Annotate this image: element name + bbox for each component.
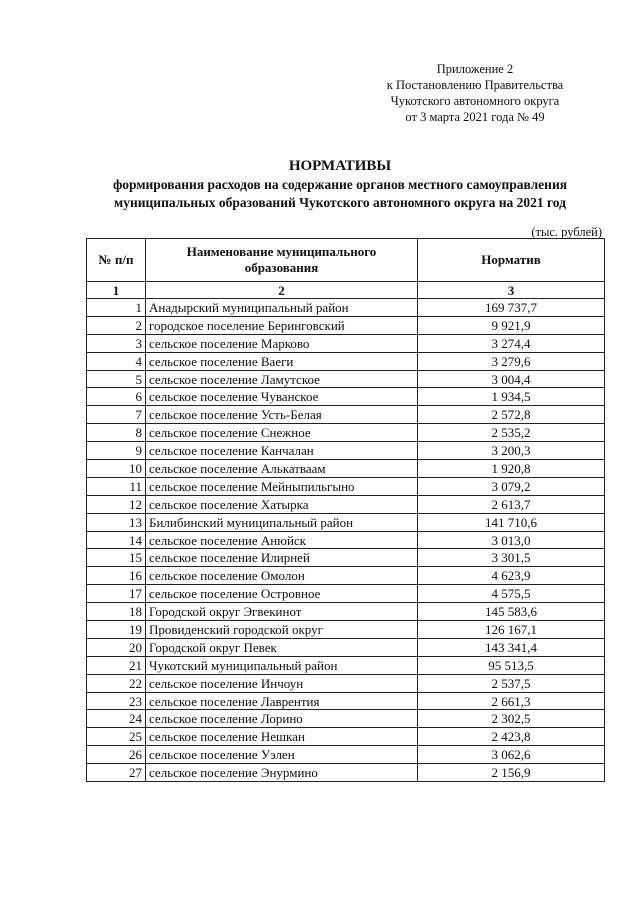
norm-value-cell: 141 710,6 [418,513,605,531]
municipality-name-cell: сельское поселение Уэлен [146,746,418,764]
table-row [87,352,605,370]
municipality-name-cell: сельское поселение Инчоун [146,674,418,692]
row-number-cell: 22 [87,674,146,692]
municipality-name-cell: сельское поселение Ваеги [146,352,418,370]
row-number-cell: 8 [87,424,146,442]
table-column-numbers-row [87,282,605,299]
municipality-name-cell: сельское поселение Канчалан [146,442,418,460]
row-number-cell: 3 [87,334,146,352]
table-row [87,549,605,567]
table-row [87,388,605,406]
row-number-cell: 23 [87,692,146,710]
row-number-cell: 4 [87,352,146,370]
table-row [87,674,605,692]
norm-value-cell: 1 934,5 [418,388,605,406]
norm-value-cell: 3 013,0 [418,531,605,549]
municipality-name-cell: Городской округ Певек [146,638,418,656]
municipality-name-cell: Провиденский городской округ [146,621,418,639]
row-number-cell: 20 [87,638,146,656]
norms-table [86,238,605,782]
row-number-cell: 15 [87,549,146,567]
row-number-cell: 25 [87,728,146,746]
row-number-cell: 1 [87,299,146,317]
row-number-cell: 21 [87,656,146,674]
table-row [87,299,605,317]
table-row [87,424,605,442]
municipality-name-cell: Чукотский муниципальный район [146,656,418,674]
annex-line-1: Приложение 2 [436,62,514,76]
table-row [87,746,605,764]
row-number-cell: 17 [87,585,146,603]
row-number-cell: 19 [87,621,146,639]
row-number-cell: 10 [87,460,146,478]
municipality-name-cell: сельское поселение Илирней [146,549,418,567]
norm-value-cell: 2 302,5 [418,710,605,728]
municipality-name-cell: сельское поселение Островное [146,585,418,603]
table-row [87,495,605,513]
norm-value-cell: 3 274,4 [418,334,605,352]
municipality-name-cell: сельское поселение Нешкан [146,728,418,746]
units-note: (тыс. рублей) [531,225,602,239]
norm-value-cell: 126 167,1 [418,621,605,639]
municipality-name-cell: сельское поселение Анюйск [146,531,418,549]
municipality-name-cell: сельское поселение Мейныпильгыно [146,477,418,495]
table-row [87,316,605,334]
annex-line-2: к Постановлению Правительства [386,78,564,92]
municipality-name-cell: Билибинский муниципальный район [146,513,418,531]
norm-value-cell: 169 737,7 [418,299,605,317]
norm-value-cell: 143 341,4 [418,638,605,656]
norm-value-cell: 2 537,5 [418,674,605,692]
municipality-name-cell: сельское поселение Лаврентия [146,692,418,710]
norm-value-cell: 2 572,8 [418,406,605,424]
table-row [87,621,605,639]
row-number-cell: 6 [87,388,146,406]
norm-value-cell: 2 661,3 [418,692,605,710]
norm-value-cell: 3 279,6 [418,352,605,370]
table-row [87,370,605,388]
norm-value-cell: 95 513,5 [418,656,605,674]
norm-value-cell: 3 079,2 [418,477,605,495]
table-row [87,692,605,710]
row-number-cell: 13 [87,513,146,531]
municipality-name-cell: сельское поселение Омолон [146,567,418,585]
table-row [87,764,605,782]
row-number-cell: 27 [87,764,146,782]
table-row [87,585,605,603]
municipality-name-cell: сельское поселение Снежное [146,424,418,442]
table-row [87,728,605,746]
norm-value-cell: 2 613,7 [418,495,605,513]
document-subtitle-line-2: муниципальных образований Чукотского автономного округа на 2021 год [114,195,566,210]
row-number-cell: 2 [87,316,146,334]
norm-value-cell: 1 920,8 [418,460,605,478]
row-number-cell: 24 [87,710,146,728]
norm-value-cell: 4 623,9 [418,567,605,585]
municipality-name-cell: сельское поселение Ламутское [146,370,418,388]
table-row [87,460,605,478]
table-row [87,334,605,352]
table-row [87,656,605,674]
municipality-name-cell: сельское поселение Усть-Белая [146,406,418,424]
column-number-2: 2 [146,282,418,299]
table-row [87,638,605,656]
table-body [87,299,605,782]
municipality-name-cell: сельское поселение Марково [146,334,418,352]
norm-value-cell: 3 062,6 [418,746,605,764]
table-row [87,406,605,424]
municipality-name-cell: Городской округ Эгвекинот [146,603,418,621]
table-row [87,477,605,495]
table-row [87,531,605,549]
norm-value-cell: 2 423,8 [418,728,605,746]
row-number-cell: 9 [87,442,146,460]
header-municipality: Наименование муниципального образования [146,239,418,282]
municipality-name-cell: сельское поселение Энурмино [146,764,418,782]
row-number-cell: 18 [87,603,146,621]
table-header-row [87,239,605,282]
header-number: № п/п [87,239,146,282]
document-title-block [60,156,620,212]
row-number-cell: 7 [87,406,146,424]
table-row [87,513,605,531]
table-row [87,442,605,460]
annex-line-3: Чукотского автономного округа [390,94,560,108]
document-subtitle-line-1: формирования расходов на содержание органов местного самоуправления [112,177,568,192]
document-title: НОРМАТИВЫ [288,158,392,174]
column-number-1: 1 [87,282,146,299]
municipality-name-cell: сельское поселение Лорино [146,710,418,728]
municipality-name-cell: Анадырский муниципальный район [146,299,418,317]
municipality-name-cell: сельское поселение Хатырка [146,495,418,513]
row-number-cell: 5 [87,370,146,388]
row-number-cell: 16 [87,567,146,585]
norm-value-cell: 9 921,9 [418,316,605,334]
municipality-name-cell: городское поселение Беринговский [146,316,418,334]
annex-line-4: от 3 марта 2021 года № 49 [405,110,545,124]
norm-value-cell: 3 200,3 [418,442,605,460]
norm-value-cell: 4 575,5 [418,585,605,603]
row-number-cell: 11 [87,477,146,495]
norm-value-cell: 2 535,2 [418,424,605,442]
row-number-cell: 12 [87,495,146,513]
table-row [87,710,605,728]
row-number-cell: 26 [87,746,146,764]
norm-value-cell: 3 004,4 [418,370,605,388]
annex-header [360,61,590,125]
norm-value-cell: 2 156,9 [418,764,605,782]
norm-value-cell: 3 301,5 [418,549,605,567]
column-number-3: 3 [418,282,605,299]
row-number-cell: 14 [87,531,146,549]
header-norm: Норматив [418,239,605,282]
table-row [87,603,605,621]
municipality-name-cell: сельское поселение Алькатваам [146,460,418,478]
table-row [87,567,605,585]
municipality-name-cell: сельское поселение Чуванское [146,388,418,406]
norm-value-cell: 145 583,6 [418,603,605,621]
